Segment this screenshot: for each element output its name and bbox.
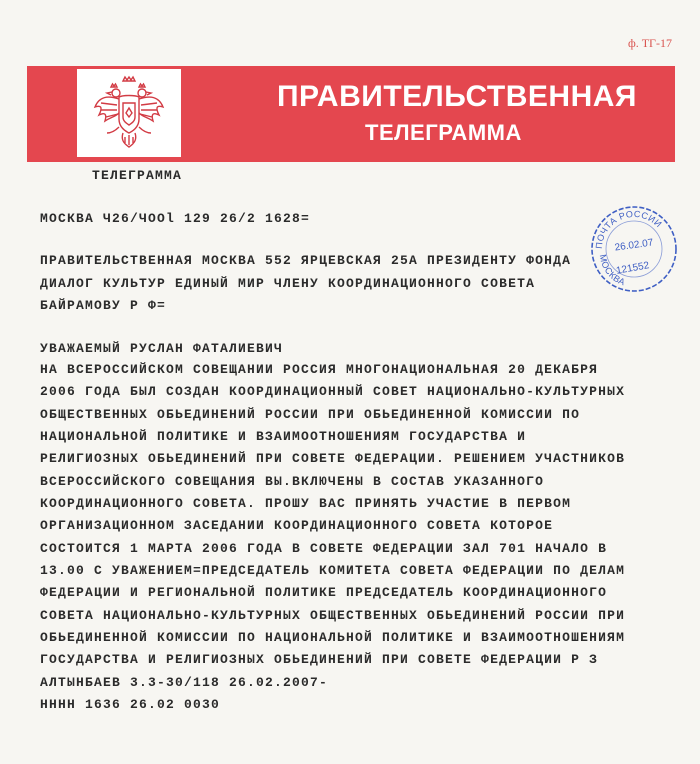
stamp-top-text: ПОЧТА РОССИИ	[593, 208, 664, 250]
salutation-line: УВАЖАЕМЫЙ РУСЛАН ФАТАЛИЕВИЧ	[40, 341, 284, 356]
body-line: 13.00 С УВАЖЕНИЕМ=ПРЕДСЕДАТЕЛЬ КОМИТЕТА СОВЕТА ФЕДЕРАЦИИ ПО ДЕЛАМ	[40, 563, 626, 578]
stamp-bottom-text: МОСКВА	[597, 253, 627, 288]
body-line: ГОСУДАРСТВА И РЕЛИГИОЗНЫХ ОБЬЕДИНЕНИЙ ПРИ СОВЕТЕ ФЕДЕРАЦИИ Р З	[40, 652, 599, 667]
body-line: СОВЕТА НАЦИОНАЛЬНО-КУЛЬТУРНЫХ ОБЩЕСТВЕННЫХ ОБЬЕДИНЕНИЙ РОССИИ ПРИ	[40, 608, 626, 623]
body-line: ФЕДЕРАЦИИ И РЕГИОНАЛЬНОЙ ПОЛИТИКЕ ПРЕДСЕДАТЕЛЬ КООРДИНАЦИОННОГО	[40, 585, 608, 600]
body-line: НА ВСЕРОССИЙСКОМ СОВЕЩАНИИ РОССИЯ МНОГОНАЦИОНАЛЬНАЯ 20 ДЕКАБРЯ	[40, 362, 599, 377]
body-line: ОРГАНИЗАЦИОННОМ ЗАСЕДАНИИ КООРДИНАЦИОННОГО СОВЕТА КОТОРОЕ	[40, 518, 554, 533]
body-line: 2006 ГОДА БЫЛ СОЗДАН КООРДИНАЦИОННЫЙ СОВЕТ НАЦИОНАЛЬНО-КУЛЬТУРНЫХ	[40, 384, 626, 399]
form-code: ф. ТГ-17	[627, 36, 672, 50]
postal-stamp	[588, 203, 680, 295]
address-line: ДИАЛОГ КУЛЬТУР ЕДИНЫЙ МИР ЧЛЕНУ КООРДИНАЦИОННОГО СОВЕТА	[40, 276, 536, 291]
header-subtitle: ТЕЛЕГРАММА	[365, 120, 522, 145]
footer-service-line: НННН 1636 26.02 0030	[40, 697, 221, 712]
body-line: НАЦИОНАЛЬНОЙ ПОЛИТИКЕ И ВЗАИМООТНОШЕНИЯМ ГОСУДАРСТВА И	[40, 429, 527, 444]
service-line: МОСКВА Ч26/ЧООl 129 26/2 1628=	[40, 211, 311, 226]
address-line: БАЙРАМОВУ Р Ф=	[40, 298, 167, 313]
coat-of-arms-emblem	[77, 69, 181, 157]
telegram-label: ТЕЛЕГРАММА	[92, 168, 183, 183]
body-line: ОБЩЕСТВЕННЫХ ОБЬЕДИНЕНИЙ РОССИИ ПРИ ОБЬЕДИНЕННОЙ КОМИССИИ ПО	[40, 407, 581, 422]
body-line: ВСЕРОССИЙСКОГО СОВЕЩАНИЯ ВЫ.ВКЛЮЧЕНЫ В СОСТАВ УКАЗАННОГО	[40, 474, 545, 489]
stamp-zip: 121552	[615, 260, 651, 277]
telegram-header-banner	[27, 66, 675, 162]
stamp-date: 26.02.07	[613, 237, 655, 254]
address-line: ПРАВИТЕЛЬСТВЕННАЯ МОСКВА 552 ЯРЦЕВСКАЯ 25А ПРЕЗИДЕНТУ ФОНДА	[40, 253, 572, 268]
double-headed-eagle-icon	[89, 73, 169, 153]
body-line: РЕЛИГИОЗНЫХ ОБЬЕДИНЕНИЙ ПРИ СОВЕТЕ ФЕДЕРАЦИИ. РЕШЕНИЕМ УЧАСТНИКОВ	[40, 451, 626, 466]
body-line: ОБЬЕДИНЕННОЙ КОМИССИИ ПО НАЦИОНАЛЬНОЙ ПОЛИТИКЕ И ВЗАИМООТНОШЕНИЯМ	[40, 630, 626, 645]
body-line: КООРДИНАЦИОННОГО СОВЕТА. ПРОШУ ВАС ПРИНЯТЬ УЧАСТИЕ В ПЕРВОМ	[40, 496, 572, 511]
body-line: СОСТОИТСЯ 1 МАРТА 2006 ГОДА В СОВЕТЕ ФЕДЕРАЦИИ ЗАЛ 701 НАЧАЛО В	[40, 541, 608, 556]
signature-line: АЛТЫНБАЕВ 3.3-30/118 26.02.2007-	[40, 675, 329, 690]
header-title: ПРАВИТЕЛЬСТВЕННАЯ	[276, 80, 637, 113]
